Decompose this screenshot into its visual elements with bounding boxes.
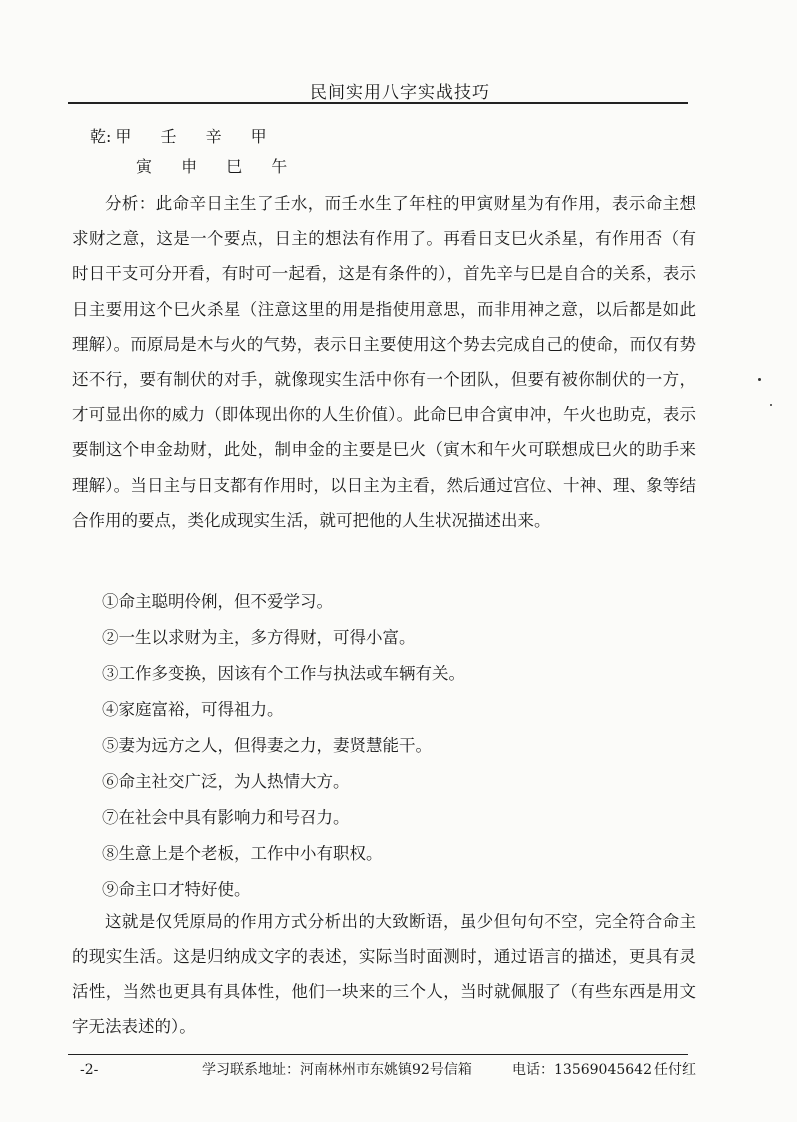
footer-divider bbox=[68, 1054, 688, 1055]
bazi-stems: 甲 壬 辛 甲 bbox=[115, 127, 279, 146]
scan-speck bbox=[770, 404, 772, 406]
list-item: ⑦在社会中具有影响力和号召力。 bbox=[102, 808, 350, 827]
list-item: ⑨命主口才特好使。 bbox=[102, 880, 251, 899]
list-item: ⑧生意上是个老板，工作中小有职权。 bbox=[102, 844, 383, 863]
footer-phone: 电话：13569045642 bbox=[512, 1062, 652, 1078]
list-item: ③工作多变换，因该有个工作与执法或车辆有关。 bbox=[102, 664, 465, 683]
bazi-branches: 寅 申 巳 午 bbox=[136, 157, 300, 176]
list-item: ④家庭富裕，可得祖力。 bbox=[102, 700, 284, 719]
bazi-gender-label: 乾: bbox=[90, 127, 112, 146]
footer-address: 学习联系地址：河南林州市东姚镇92号信箱 bbox=[202, 1062, 472, 1078]
list-item: ①命主聪明伶俐，但不爱学习。 bbox=[102, 592, 333, 611]
list-item: ⑤妻为远方之人，但得妻之力，妻贤慧能干。 bbox=[102, 736, 432, 755]
bazi-branches-row bbox=[136, 156, 299, 178]
list-item: ②一生以求财为主，多方得财，可得小富。 bbox=[102, 628, 416, 647]
conclusion-paragraph: 这就是仅凭原局的作用方式分析出的大致断语，虽少但句句不空，完全符合命主的现实生活。这是归纳成文字的表述，实际当时面测时，通过语言的描述，更具有灵活性，当然也更具有具体性，他们一块来的三个人，当时就佩服了（有些东西是用文字无法表述的）。 bbox=[72, 912, 696, 1036]
scan-speck bbox=[758, 378, 761, 381]
analysis-paragraph: 分析：此命辛日主生了壬水，而壬水生了年柱的甲寅财星为有作用，表示命主想求财之意，这是一个要点，日主的想法有作用了。再看日支巳火杀星，有作用否（有时日干支可分开看，有时可一起看，这是有条件的），首先辛与巳是自合的关系，表示日主要用这个巳火杀星（注意这里的用是指使用意思，而非用神之意，以后都是如此理解）。而原局是木与火的气势，表示日主要使用这个势去完成自己的使命，而仅有势还不行，要有制伏的对手，就像现实生活中你有一个团队，但要有被你制伏的一方，才可显出你的威力（即体现出你的人生价值）。此命巳申合寅申冲，午火也助克，表示要制这个申金劫财，此处，制申金的主要是巳火（寅木和午火可联想成巳火的助手来理解）。当日主与日支都有作用时，以日主为主看，然后通过宫位、十神、理、象等结合作用的要点，类化成现实生活，就可把他的人生状况描述出来。 bbox=[72, 194, 696, 530]
bazi-stems-row bbox=[90, 126, 279, 148]
page-number: -2- bbox=[80, 1062, 99, 1078]
judgment-list bbox=[102, 584, 702, 908]
page-header-title: 民间实用八字实战技巧 bbox=[310, 83, 490, 103]
header-divider bbox=[68, 102, 688, 104]
footer-author: 任付红 bbox=[654, 1062, 696, 1078]
list-item: ⑥命主社交广泛，为人热情大方。 bbox=[102, 772, 350, 791]
